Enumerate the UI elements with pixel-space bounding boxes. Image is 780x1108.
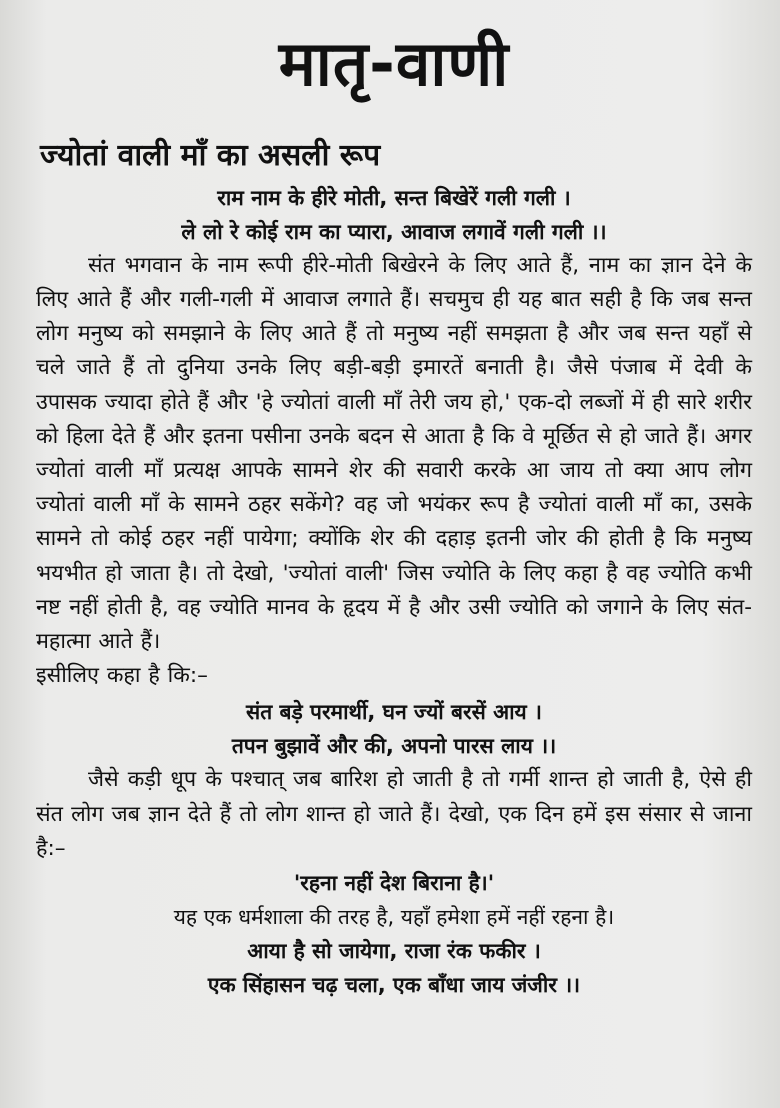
paragraph-1: संत भगवान के नाम रूपी हीरे-मोती बिखेरने के लिए आते हैं, नाम का ज्ञान देने के लिए आते हैं और गली-गली में आवाज लगाते हैं। सचमुच ही यह बात सही है कि जब सन्त लोग मनुष्य को समझाने के लिए आते हैं तो मनुष्य नहीं समझता है और जब सन्त यहाँ से चले जाते हैं तो दुनिया उनके लिए बड़ी-बड़ी इमारतें बनाती है। जैसे पंजाब में देवी के उपासक ज्यादा होते हैं और 'हे ज्योतां वाली माँ तेरी जय हो,' एक-दो लब्जों में ही सारे शरीर को हिला देते हैं और इतना पसीना उनके बदन से आता है कि वे मूर्छित से हो जाते हैं। अगर ज्योतां वाली माँ प्रत्यक्ष आपके सामने शेर की सवारी करके आ जाय तो क्या आप लोग ज्योतां वाली माँ के सामने ठहर सकेंगे? वह जो भयंकर रूप है ज्योतां वाली माँ का, उसके सामने तो कोई ठहर नहीं पायेगा; क्योंकि शेर की दहाड़ इतनी जोर की होती है कि मनुष्य भयभीत हो जाता है। तो देखो, 'ज्योतां वाली' जिस ज्योति के लिए कहा है वह ज्योति कभी नष्ट नहीं होती है, वह ज्योति मानव के हृदय में है और उसी ज्योति को जगाने के लिए संत-महात्मा आते हैं। [36,252,752,655]
page-title: मातृ-वाणी [278,27,510,100]
line-after-quote: यह एक धर्मशाला की तरह है, यहाँ हमेशा हमें नहीं रहना है। [173,905,615,930]
quote-line: 'रहना नहीं देश बिराना है।' [293,871,495,896]
couplet-2-line-2: तपन बुझावें और की, अपनो पारस लाय ।। [231,734,557,759]
couplet-1-line-2: ले लो रे कोई राम का प्यारा, आवाज लगावें गली गली ।। [181,219,607,244]
couplet-1-line-1: राम नाम के हीरे मोती, सन्त बिखेरें गली गली । [217,185,571,210]
couplet-3-line-2: एक सिंहासन चढ़ चला, एक बाँधा जाय जंजीर ।। [207,973,581,998]
couplet-2-line-1: संत बड़े परमार्थी, घन ज्यों बरसें आय । [246,700,542,725]
paragraph-2: जैसे कड़ी धूप के पश्चात् जब बारिश हो जाती है तो गर्मी शान्त हो जाती है, ऐसे ही संत लोग जब ज्ञान देते हैं तो लोग शान्त हो जाते हैं। देखो, एक दिन हमें इस संसार से जाना है:– [36,767,752,861]
paragraph-1-tail: इसीलिए कहा है कि:– [36,663,208,689]
couplet-3-line-1: आया है सो जायेगा, राजा रंक फकीर । [247,939,541,964]
section-heading: ज्योतां वाली माँ का असली रूप [40,138,381,174]
